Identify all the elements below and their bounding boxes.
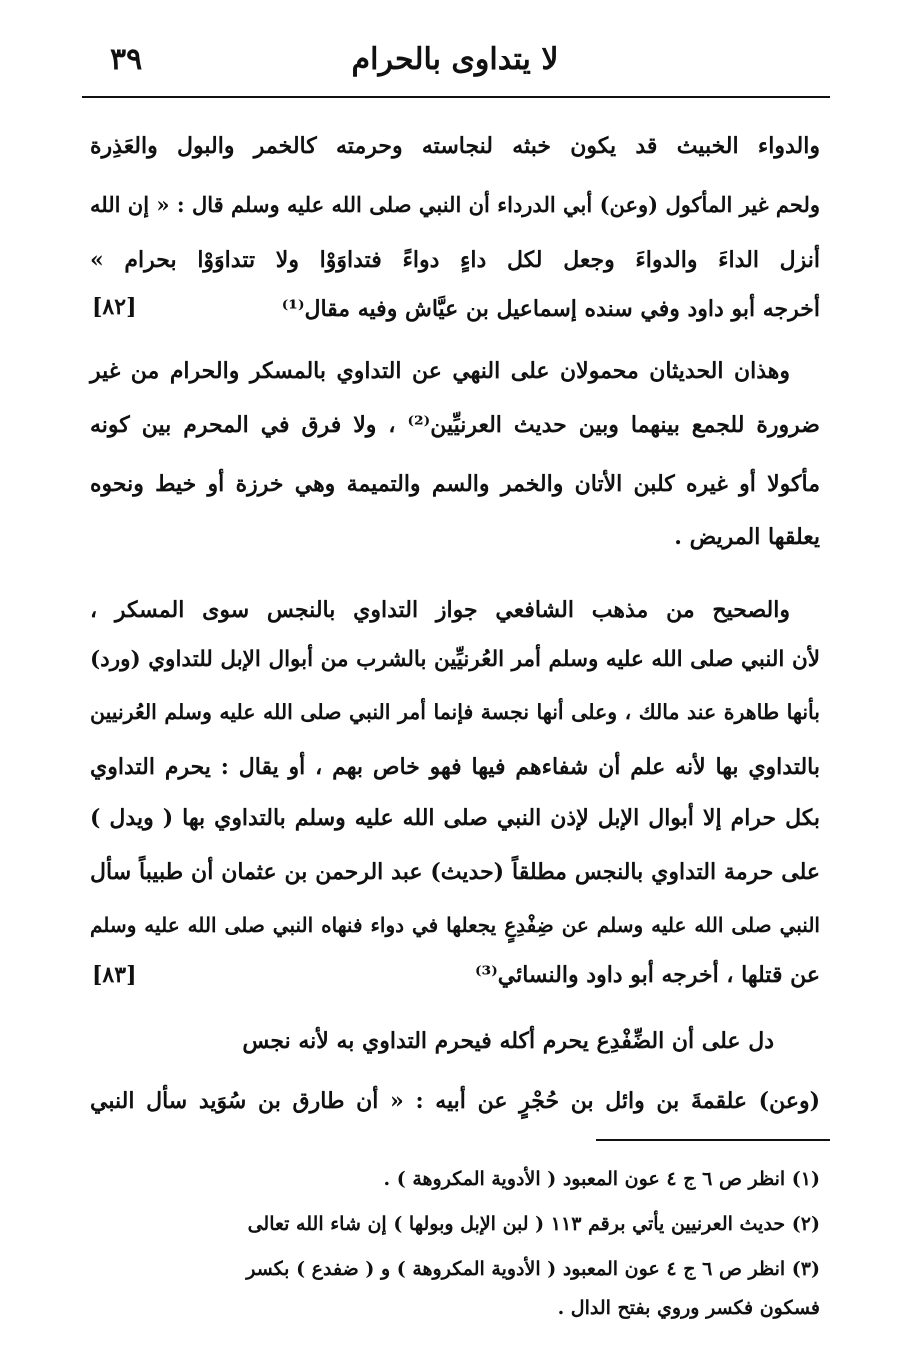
running-title: لا يتداوى بالحرام (351, 42, 559, 77)
hadith-reference-82: [٨٢] (92, 294, 137, 320)
page-header (80, 34, 830, 84)
footnote-2: (٢) حديث العرنيين يأتي برقم ١١٣ ( لبن الإبل وبولها ) إن شاء الله تعالى (247, 1213, 820, 1235)
footnote-3: (٣) انظر ص ٦ ج ٤ عون المعبود ( الأدوية المكروهة ) و ( ضفدع ) بكسر (246, 1258, 820, 1280)
paragraph-3-line-2: لأن النبي صلى الله عليه وسلم أمر العُرنيِّين بالشرب من أبوال الإبل للتداوي (ورد) (90, 647, 820, 672)
paragraph-2-line-1: وهذان الحديثان محمولان على النهي عن التداوي بالمسكر والحرام من غير (90, 358, 790, 384)
footnote-rule (596, 1139, 830, 1141)
page-number: ٣٩ (110, 42, 143, 77)
paragraph-3-line-3: بأنها طاهرة عند مالك ، وعلى أنها نجسة فإنما أمر النبي صلى الله عليه وسلم العُرنيين (90, 700, 820, 724)
paragraph-3-line-4: بالتداوي بها لأنه علم أن شفاءهم فيها فهو خاص بهم ، أو يقال : يحرم التداوي (90, 754, 820, 780)
paragraph-1-line-4: أخرجه أبو داود وفي سنده إسماعيل بن عيَّاش وفيه مقال⁽¹⁾ (281, 296, 820, 322)
header-rule (82, 96, 830, 98)
paragraph-2-line-4: يعلقها المريض . (674, 524, 820, 550)
paragraph-3-line-5: بكل حرام إلا أبوال الإبل لإذن النبي صلى الله عليه وسلم بالتداوي بها ( ويدل ) (90, 805, 820, 831)
paragraph-2-line-3: مأكولا أو غيره كلبن الأتان والخمر والسم والتميمة وهي خرزة أو خيط ونحوه (90, 471, 820, 497)
hadith-reference-83: [٨٣] (92, 962, 137, 988)
paragraph-1-line-2: ولحم غير المأكول (وعن) أبي الدرداء أن النبي صلى الله عليه وسلم قال : « إن الله (90, 192, 820, 217)
footnote-1: (١) انظر ص ٦ ج ٤ عون المعبود ( الأدوية المكروهة ) . (383, 1168, 820, 1190)
paragraph-1-line-1: والدواء الخبيث قد يكون خبثه لنجاسته وحرمته كالخمر والبول والعَذِرة (90, 133, 820, 159)
paragraph-3-line-8: عن قتلها ، أخرجه أبو داود والنسائي⁽³⁾ (474, 962, 820, 988)
paragraph-2-line-2: ضرورة للجمع بينهما وبين حديث العرنيِّين⁽²⁾ ، ولا فرق في المحرم بين كونه (90, 412, 820, 438)
footnote-3-continuation: فسكون فكسر وروي بفتح الدال . (557, 1297, 820, 1319)
paragraph-1-line-3: أنزل الداءَ والدواءَ وجعل لكل داءٍ دواءً فتداوَوْا ولا تتداوَوْا بحرام » (90, 247, 820, 273)
paragraph-5-line-1: (وعن) علقمةَ بن وائل بن حُجْرٍ عن أبيه : « أن طارق بن سُوَيد سأل النبي (90, 1088, 820, 1114)
paragraph-3-line-7: النبي صلى الله عليه وسلم عن ضِفْدِعٍ يجعلها في دواء فنهاه النبي صلى الله عليه وسلم (90, 913, 820, 937)
paragraph-3-line-6: على حرمة التداوي بالنجس مطلقاً (حديث) عبد الرحمن بن عثمان أن طبيباً سأل (90, 859, 820, 885)
paragraph-3-line-1: والصحيح من مذهب الشافعي جواز التداوي بالنجس سوى المسكر ، (90, 597, 790, 623)
paragraph-4-line-1: دل على أن الضِّفْدِع يحرم أكله فيحرم التداوي به لأنه نجس (242, 1028, 774, 1054)
